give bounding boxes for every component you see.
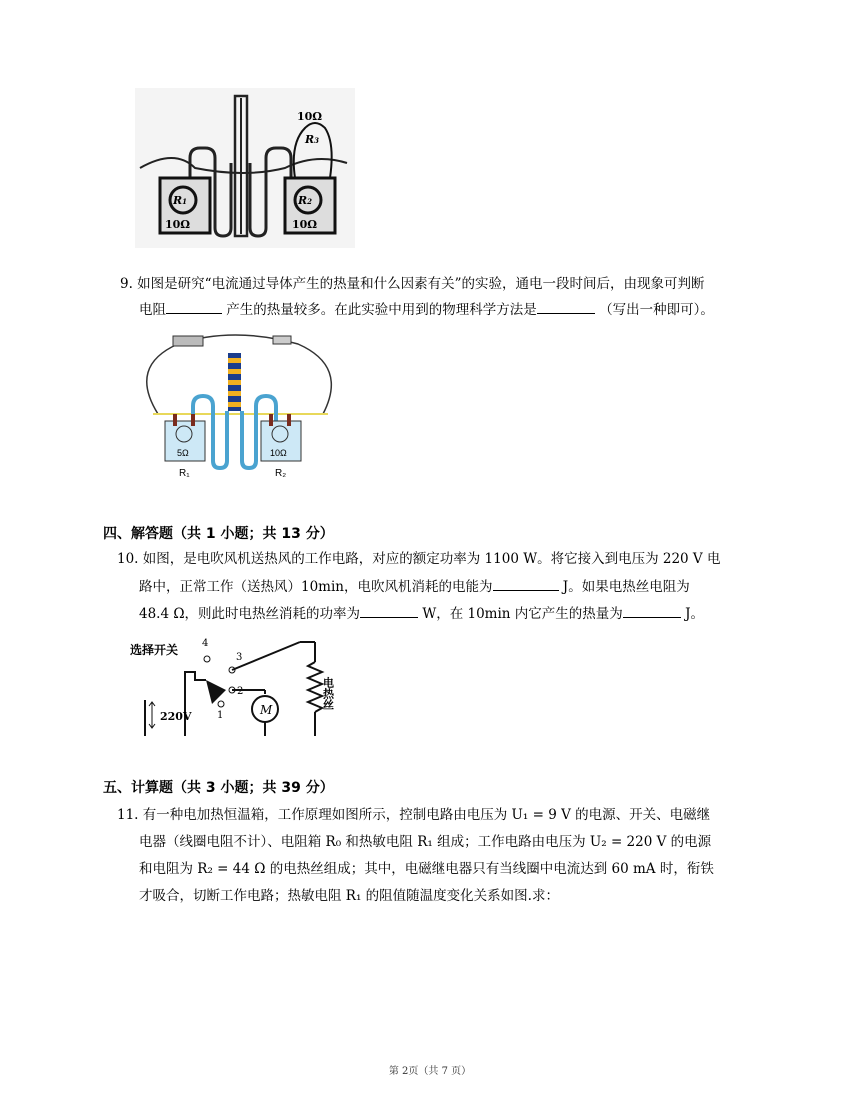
q10-blank-heat[interactable]	[623, 603, 681, 618]
q10-node-1: 1	[217, 710, 224, 721]
q9-blank-resistor[interactable]	[166, 299, 222, 314]
q10-motor-label: M	[260, 703, 273, 717]
q10-node-2: 2	[237, 686, 244, 697]
q9-blank-method[interactable]	[537, 299, 595, 314]
q9-line1: 9. 如图是研究“电流通过导体产生的热量和什么因素有关”的实验，通电一段时间后，由现象可判断	[120, 276, 705, 292]
q10-blank-energy[interactable]	[493, 576, 559, 591]
q10-node-3: 3	[236, 652, 243, 663]
section-4-heading: 四、解答题（共 1 小题；共 13 分）	[103, 526, 334, 542]
page-footer: 第 2页（共 7 页）	[388, 1066, 472, 1077]
q11-line1: 11. 有一种电加热恒温箱，工作原理如图所示，控制电路由电压为 U₁ = 9 V 的电源、开关、电磁继	[117, 807, 711, 823]
q10-line1: 10. 如图，是电吹风机送热风的工作电路，对应的额定功率为 1100 W。将它接入到电压为 220 V 电	[117, 551, 721, 567]
q8-r3-label: R3	[305, 133, 320, 146]
q9-figure	[133, 326, 343, 484]
q8-r1-value: 10Ω	[165, 218, 191, 231]
q11-line4: 才吸合，切断工作电路；热敏电阻 R₁ 的阻值随温度变化关系如图.求：	[139, 888, 559, 904]
q9-line2: 电阻 产生的热量较多。在此实验中用到的物理科学方法是 （写出一种即可）。	[139, 299, 714, 320]
section-5-heading: 五、计算题（共 3 小题；共 39 分）	[103, 780, 334, 796]
q10-figure	[130, 632, 360, 736]
q11-line3: 和电阻为 R₂ = 44 Ω 的电热丝组成；其中，电磁继电器只有当线圈中电流达到 60 mA 时，衔铁	[139, 861, 714, 877]
q10-heater-label: 电热丝	[321, 677, 335, 710]
q10-line3: 48.4 Ω，则此时电热丝消耗的功率为 W，在 10min 内它产生的热量为 J。	[139, 603, 704, 624]
q8-r2-label: R2	[298, 194, 313, 207]
q8-r1-label: R1	[173, 194, 188, 207]
q10-switch-label: 选择开关	[130, 643, 179, 657]
q9-r2-label: R₂	[275, 468, 287, 479]
q10-node-4: 4	[202, 638, 209, 649]
q9-r1-value: 5Ω	[177, 448, 189, 458]
q10-line2: 路中，正常工作（送热风）10min，电吹风机消耗的电能为 J。如果电热丝电阻为	[139, 576, 690, 597]
q8-r3-value: 10Ω	[297, 110, 323, 123]
q11-line2: 电器（线圈电阻不计）、电阻箱 R₀ 和热敏电阻 R₁ 组成；工作电路由电压为 U₂ = 220 V 的电源	[139, 834, 712, 850]
q8-figure	[135, 88, 355, 248]
q9-r2-value: 10Ω	[270, 448, 287, 458]
q9-r1-label: R₁	[179, 468, 190, 479]
q8-r2-value: 10Ω	[292, 218, 318, 231]
q10-blank-power[interactable]	[360, 603, 418, 618]
q10-voltage-label: 220V	[160, 710, 192, 723]
